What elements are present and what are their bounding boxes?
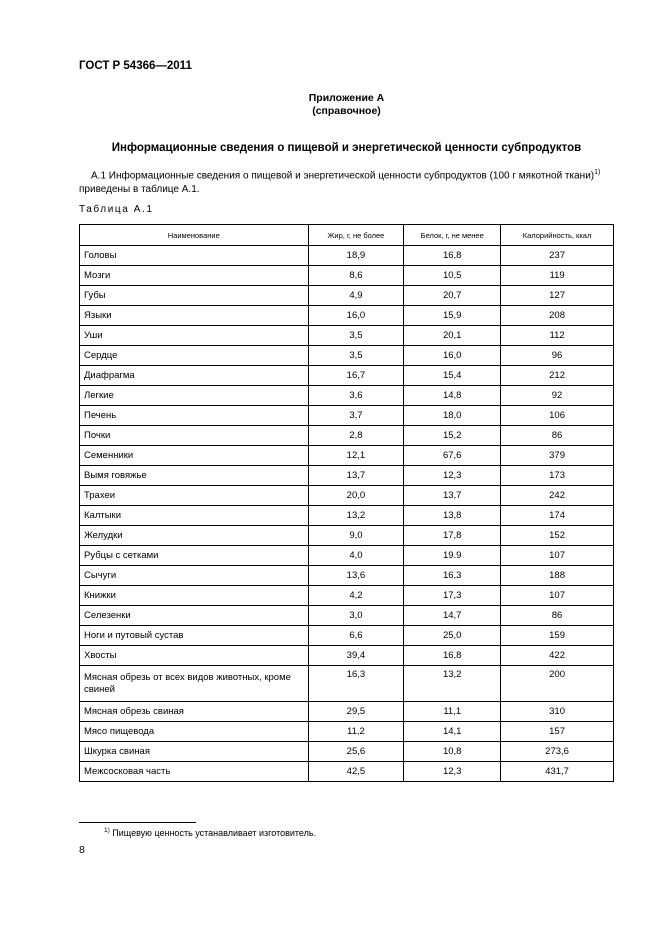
cell-protein: 16,0 [404, 346, 501, 366]
annex-title: Приложение А [308, 92, 385, 104]
cell-calories: 242 [501, 486, 614, 506]
cell-calories: 107 [501, 586, 614, 606]
cell-protein: 16,3 [404, 566, 501, 586]
cell-calories: 127 [501, 286, 614, 306]
cell-protein: 19.9 [404, 546, 501, 566]
nutrition-table [79, 224, 614, 782]
table-row [80, 426, 614, 446]
cell-name: Межсосковая часть [80, 762, 309, 782]
intro-line-2: приведены в таблице А.1. [79, 184, 200, 196]
cell-name: Мясо пищевода [80, 722, 309, 742]
annex-heading [79, 92, 614, 118]
cell-name: Сердце [80, 346, 309, 366]
cell-fat: 6,6 [308, 626, 404, 646]
cell-protein: 67,6 [404, 446, 501, 466]
cell-protein: 20,1 [404, 326, 501, 346]
table-row [80, 246, 614, 266]
cell-protein: 14,1 [404, 722, 501, 742]
cell-calories: 237 [501, 246, 614, 266]
cell-fat: 13,7 [308, 466, 404, 486]
cell-protein: 13,2 [404, 666, 501, 702]
cell-fat: 13,2 [308, 506, 404, 526]
table-row [80, 406, 614, 426]
cell-protein: 20,7 [404, 286, 501, 306]
cell-calories: 119 [501, 266, 614, 286]
cell-protein: 10,5 [404, 266, 501, 286]
cell-name: Вымя говяжье [80, 466, 309, 486]
cell-calories: 273,6 [501, 742, 614, 762]
cell-protein: 18,0 [404, 406, 501, 426]
table-row [80, 702, 614, 722]
cell-protein: 14,7 [404, 606, 501, 626]
cell-protein: 13,8 [404, 506, 501, 526]
table-row [80, 646, 614, 666]
table-row [80, 466, 614, 486]
cell-fat: 25,6 [308, 742, 404, 762]
table-row [80, 306, 614, 326]
cell-calories: 208 [501, 306, 614, 326]
cell-fat: 3,5 [308, 326, 404, 346]
cell-name: Уши [80, 326, 309, 346]
cell-fat: 2,8 [308, 426, 404, 446]
cell-fat: 16,0 [308, 306, 404, 326]
cell-protein: 25,0 [404, 626, 501, 646]
cell-name: Семенники [80, 446, 309, 466]
cell-name: Языки [80, 306, 309, 326]
cell-calories: 212 [501, 366, 614, 386]
table-row [80, 586, 614, 606]
table-row [80, 546, 614, 566]
table-row [80, 266, 614, 286]
table-row [80, 386, 614, 406]
cell-fat: 12,1 [308, 446, 404, 466]
table-row [80, 666, 614, 702]
cell-calories: 96 [501, 346, 614, 366]
table-row [80, 606, 614, 626]
cell-name: Хвосты [80, 646, 309, 666]
cell-fat: 4,9 [308, 286, 404, 306]
cell-name: Книжки [80, 586, 309, 606]
cell-calories: 92 [501, 386, 614, 406]
table-row [80, 446, 614, 466]
cell-name: Диафрагма [80, 366, 309, 386]
cell-fat: 4,2 [308, 586, 404, 606]
header-fat: Жир, г, не более [308, 225, 404, 246]
table-row [80, 742, 614, 762]
cell-calories: 86 [501, 426, 614, 446]
annex-subtitle: (справочное) [312, 105, 381, 117]
cell-fat: 13,6 [308, 566, 404, 586]
cell-protein: 16,8 [404, 646, 501, 666]
cell-protein: 15,9 [404, 306, 501, 326]
cell-protein: 14,8 [404, 386, 501, 406]
table-row [80, 486, 614, 506]
cell-calories: 310 [501, 702, 614, 722]
table-row [80, 286, 614, 306]
cell-protein: 12,3 [404, 466, 501, 486]
intro-line-1 [79, 166, 619, 183]
cell-protein: 16,8 [404, 246, 501, 266]
footnote-ref: 1) [594, 169, 601, 176]
cell-fat: 16,3 [308, 666, 404, 702]
cell-fat: 18,9 [308, 246, 404, 266]
cell-name: Губы [80, 286, 309, 306]
cell-calories: 159 [501, 626, 614, 646]
cell-calories: 86 [501, 606, 614, 626]
cell-fat: 42,5 [308, 762, 404, 782]
intro-paragraph [79, 166, 619, 197]
cell-name: Мясная обрезь свиная [80, 702, 309, 722]
cell-fat: 3,5 [308, 346, 404, 366]
cell-fat: 3,0 [308, 606, 404, 626]
section-title: Информационные сведения о пищевой и энергетической ценности субпродуктов [111, 142, 582, 154]
cell-name: Рубцы с сетками [80, 546, 309, 566]
cell-name: Легкие [80, 386, 309, 406]
cell-calories: 174 [501, 506, 614, 526]
cell-fat: 20,0 [308, 486, 404, 506]
cell-calories: 157 [501, 722, 614, 742]
standard-number: ГОСТ Р 54366—2011 [79, 60, 192, 72]
table-body [80, 246, 614, 782]
table-row [80, 762, 614, 782]
cell-calories: 379 [501, 446, 614, 466]
header-calories: Калорийность, ккал [501, 225, 614, 246]
table-row [80, 566, 614, 586]
cell-name: Селезенки [80, 606, 309, 626]
footnote-divider [79, 822, 196, 823]
cell-name: Калтыки [80, 506, 309, 526]
cell-calories: 107 [501, 546, 614, 566]
cell-fat: 9,0 [308, 526, 404, 546]
cell-protein: 15,2 [404, 426, 501, 446]
cell-protein: 17,3 [404, 586, 501, 606]
cell-protein: 12,3 [404, 762, 501, 782]
table-row [80, 326, 614, 346]
cell-calories: 422 [501, 646, 614, 666]
cell-calories: 200 [501, 666, 614, 702]
cell-fat: 16,7 [308, 366, 404, 386]
cell-name: Почки [80, 426, 309, 446]
intro-text: А.1 Информационные сведения о пищевой и энергетической ценности субпродуктов (100 г мякотной ткани) [91, 170, 595, 182]
cell-calories: 431,7 [501, 762, 614, 782]
cell-fat: 8,6 [308, 266, 404, 286]
cell-fat: 4,0 [308, 546, 404, 566]
cell-name: Сычуги [80, 566, 309, 586]
cell-name: Трахеи [80, 486, 309, 506]
cell-fat: 3,6 [308, 386, 404, 406]
cell-name: Шкурка свиная [80, 742, 309, 762]
table-caption: Таблица А.1 [79, 204, 154, 215]
cell-protein: 10,8 [404, 742, 501, 762]
header-name: Наименование [80, 225, 309, 246]
cell-calories: 173 [501, 466, 614, 486]
page-number: 8 [79, 844, 85, 856]
footnote-text: Пищевую ценность устанавливает изготовитель. [112, 828, 317, 838]
table-row [80, 366, 614, 386]
cell-protein: 15,4 [404, 366, 501, 386]
cell-fat: 29,5 [308, 702, 404, 722]
footnote [104, 827, 316, 838]
cell-protein: 13,7 [404, 486, 501, 506]
table-row [80, 626, 614, 646]
cell-name: Печень [80, 406, 309, 426]
cell-fat: 11,2 [308, 722, 404, 742]
cell-fat: 3,7 [308, 406, 404, 426]
cell-name: Мозги [80, 266, 309, 286]
cell-name: Ноги и путовый сустав [80, 626, 309, 646]
cell-calories: 188 [501, 566, 614, 586]
table-header-row [80, 225, 614, 246]
header-protein: Белок, г, не менее [404, 225, 501, 246]
cell-calories: 112 [501, 326, 614, 346]
table-row [80, 722, 614, 742]
cell-name: Желудки [80, 526, 309, 546]
table-row [80, 526, 614, 546]
footnote-marker: 1) [104, 827, 110, 834]
table-row [80, 346, 614, 366]
cell-protein: 17,8 [404, 526, 501, 546]
cell-fat: 39,4 [308, 646, 404, 666]
table-row [80, 506, 614, 526]
cell-protein: 11,1 [404, 702, 501, 722]
cell-calories: 152 [501, 526, 614, 546]
cell-name: Головы [80, 246, 309, 266]
cell-calories: 106 [501, 406, 614, 426]
cell-name: Мясная обрезь от всех видов животных, кроме свиней [80, 666, 309, 702]
